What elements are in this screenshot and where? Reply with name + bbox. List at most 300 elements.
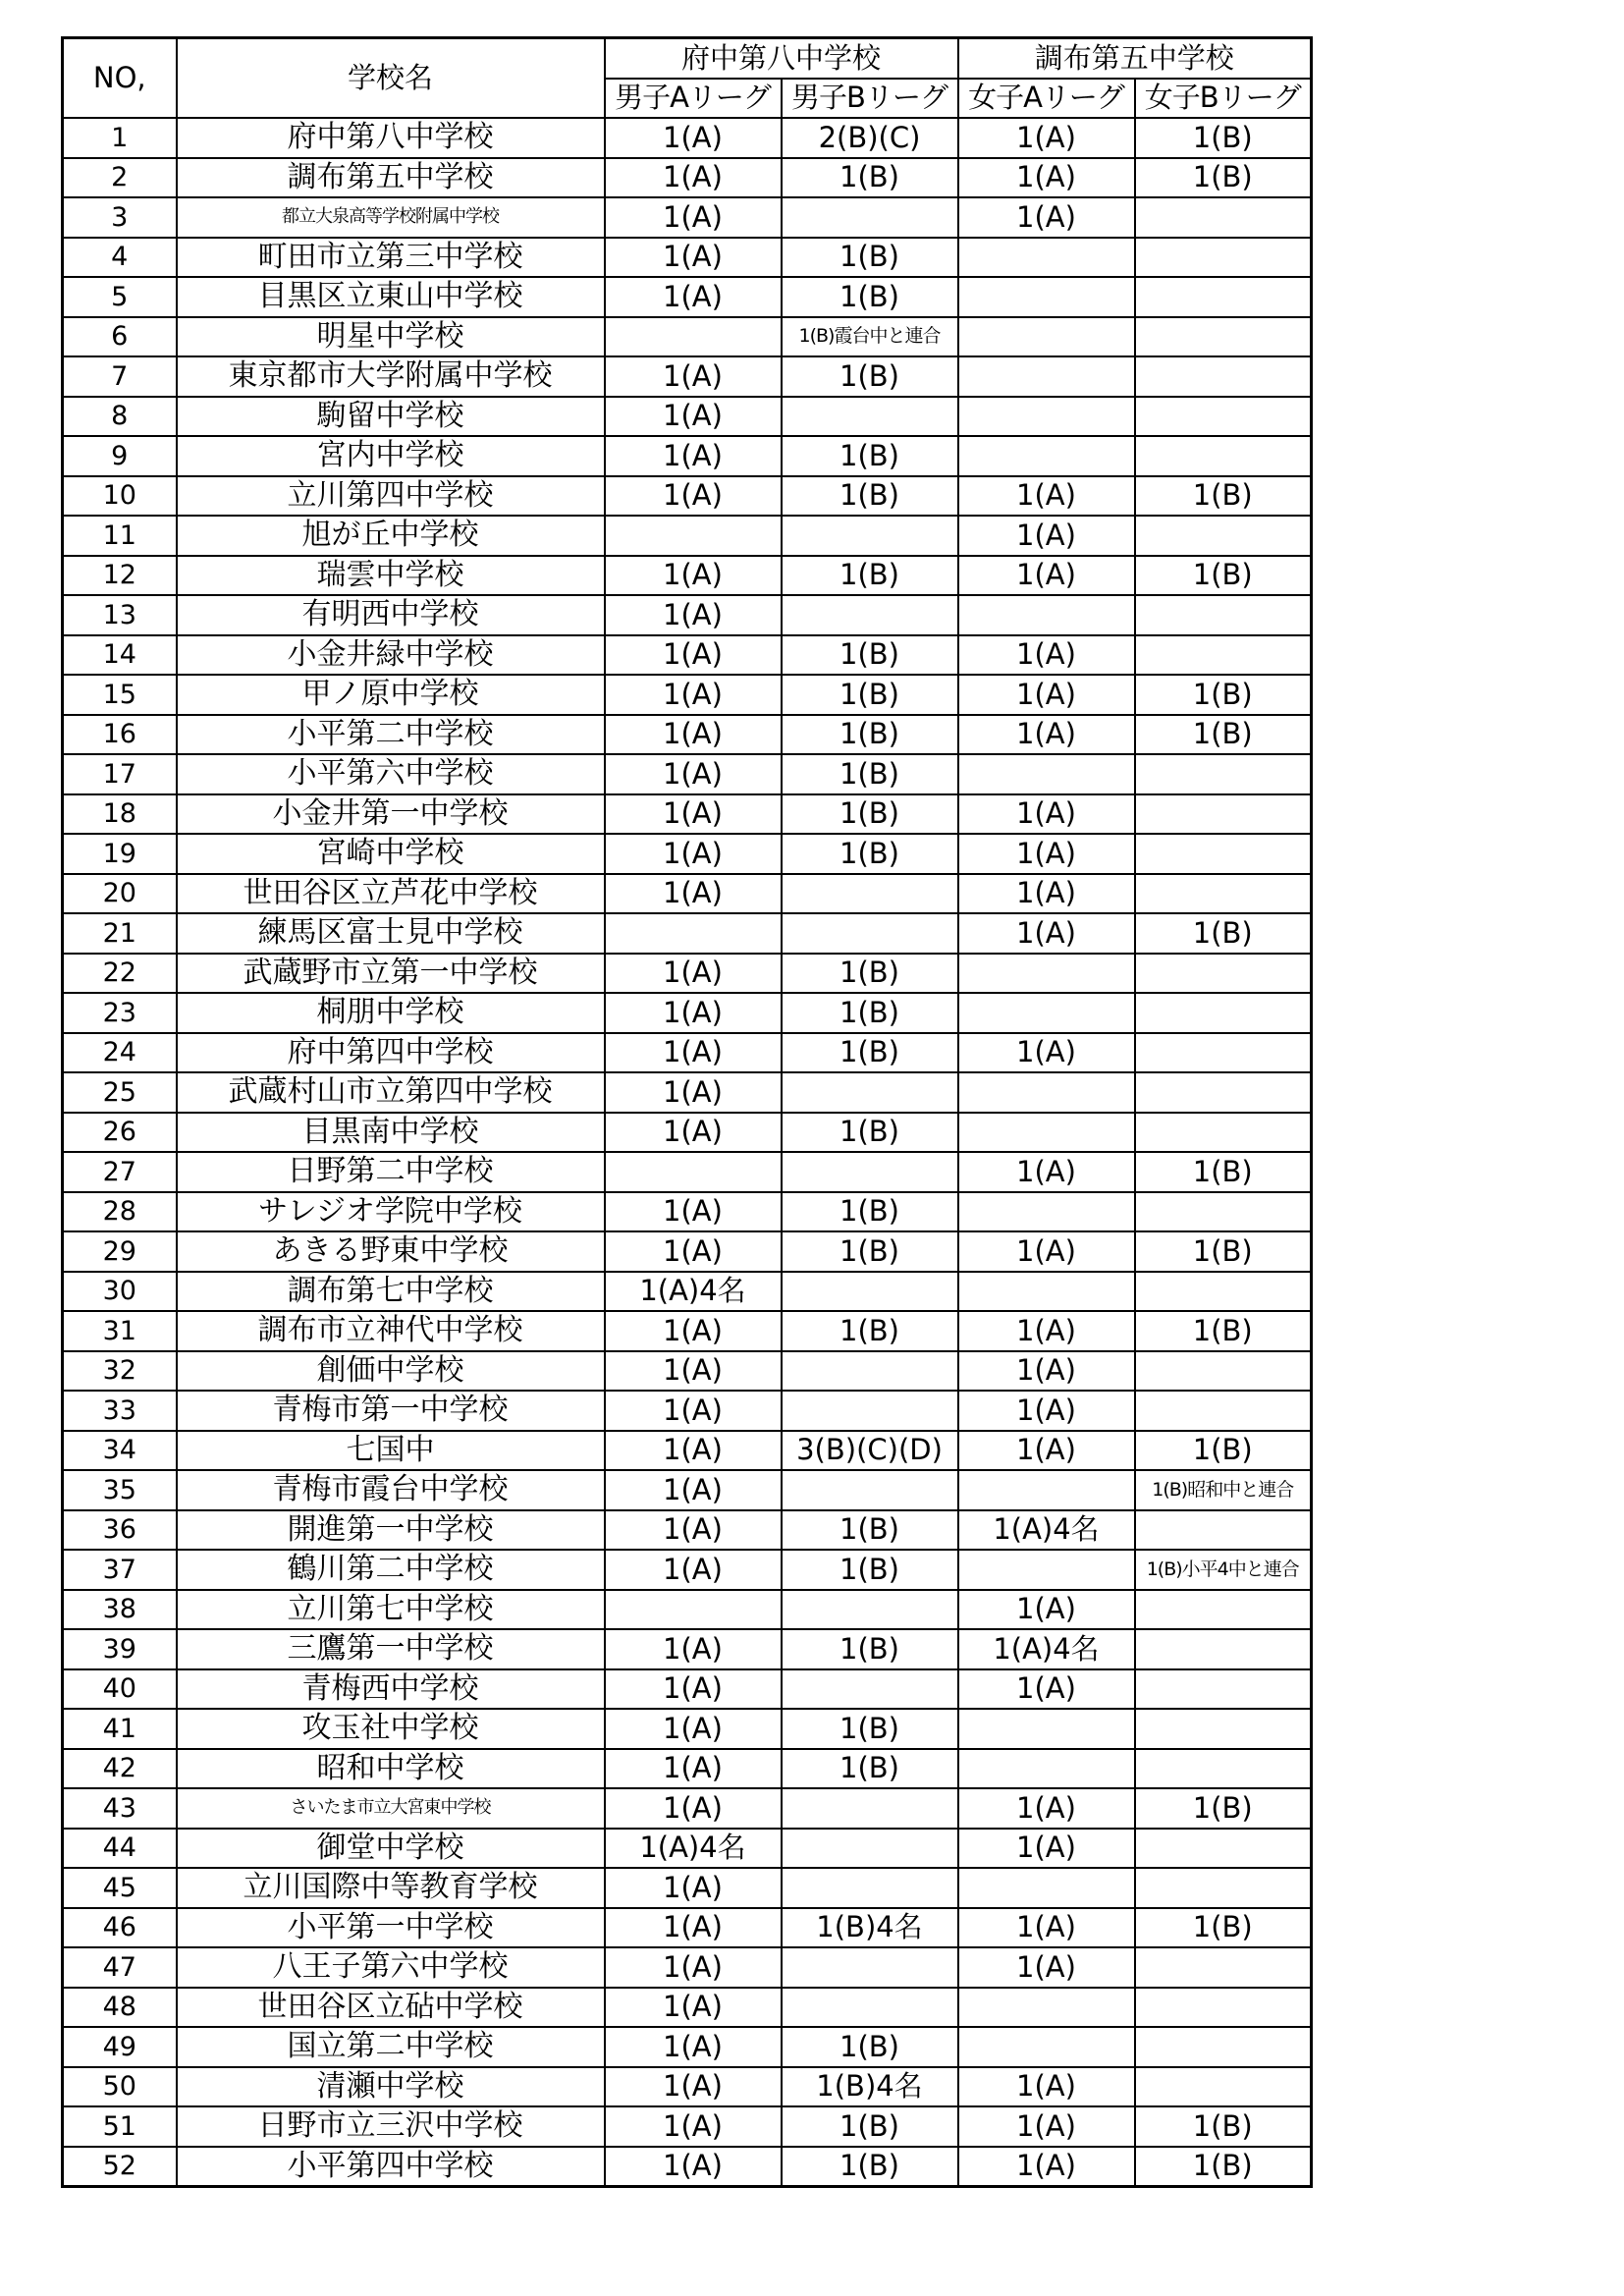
- cell-girls-a: 1(A): [958, 1829, 1135, 1869]
- cell-no: 49: [63, 2027, 177, 2067]
- cell-girls-a: [958, 436, 1135, 476]
- cell-no: 51: [63, 2106, 177, 2147]
- table-row: [63, 1072, 1312, 1113]
- cell-girls-b: [1135, 1113, 1312, 1153]
- cell-school-name: さいたま市立大宮東中学校: [177, 1788, 605, 1829]
- cell-school-name: 府中第八中学校: [177, 118, 605, 158]
- cell-no: 42: [63, 1749, 177, 1789]
- table-row: [63, 1152, 1312, 1192]
- cell-boys-b: [782, 913, 958, 954]
- cell-school-name: 宮内中学校: [177, 436, 605, 476]
- cell-boys-b: 3(B)(C)(D): [782, 1431, 958, 1471]
- cell-boys-a: 1(A): [605, 1470, 782, 1510]
- header-girls-b-league: 女子Bリーグ: [1135, 79, 1312, 119]
- cell-boys-b: 1(B): [782, 675, 958, 715]
- table-row: [63, 2067, 1312, 2107]
- cell-school-name: 目黒区立東山中学校: [177, 277, 605, 317]
- cell-girls-b: [1135, 1510, 1312, 1551]
- cell-boys-a: 1(A): [605, 1947, 782, 1988]
- cell-school-name: 国立第二中学校: [177, 2027, 605, 2067]
- header-school-name: 学校名: [177, 38, 605, 119]
- table-row: [63, 1431, 1312, 1471]
- cell-boys-b: 1(B): [782, 1113, 958, 1153]
- table-row: [63, 635, 1312, 676]
- cell-boys-a: 1(A): [605, 2067, 782, 2107]
- cell-no: 32: [63, 1351, 177, 1392]
- cell-girls-a: 1(A): [958, 635, 1135, 676]
- table-row: [63, 675, 1312, 715]
- cell-boys-a: 1(A): [605, 1709, 782, 1749]
- cell-boys-b: 1(B): [782, 2106, 958, 2147]
- cell-boys-b: 1(B): [782, 1510, 958, 1551]
- cell-school-name: 武蔵村山市立第四中学校: [177, 1072, 605, 1113]
- cell-girls-a: [958, 754, 1135, 794]
- cell-girls-a: [958, 1749, 1135, 1789]
- cell-no: 34: [63, 1431, 177, 1471]
- cell-girls-b: [1135, 356, 1312, 397]
- cell-school-name: 開進第一中学校: [177, 1510, 605, 1551]
- cell-boys-b: 1(B): [782, 1033, 958, 1073]
- cell-girls-b: [1135, 1192, 1312, 1232]
- cell-girls-b: 1(B)昭和中と連合: [1135, 1470, 1312, 1510]
- cell-boys-b: 1(B): [782, 794, 958, 835]
- cell-no: 41: [63, 1709, 177, 1749]
- cell-boys-b: [782, 1272, 958, 1312]
- cell-girls-b: [1135, 1947, 1312, 1988]
- table-row: [63, 1788, 1312, 1829]
- cell-no: 7: [63, 356, 177, 397]
- cell-girls-a: [958, 1072, 1135, 1113]
- cell-school-name: 東京都市大学附属中学校: [177, 356, 605, 397]
- cell-boys-b: 1(B): [782, 954, 958, 994]
- cell-girls-a: 1(A): [958, 158, 1135, 198]
- cell-no: 26: [63, 1113, 177, 1153]
- cell-school-name: 桐朋中学校: [177, 993, 605, 1033]
- cell-boys-a: 1(A): [605, 1391, 782, 1431]
- header-boys-b-league: 男子Bリーグ: [782, 79, 958, 119]
- cell-no: 4: [63, 238, 177, 278]
- cell-girls-a: [958, 1709, 1135, 1749]
- cell-no: 13: [63, 595, 177, 635]
- cell-girls-b: 1(B): [1135, 675, 1312, 715]
- cell-girls-a: 1(A): [958, 197, 1135, 238]
- cell-school-name: 府中第四中学校: [177, 1033, 605, 1073]
- cell-boys-a: 1(A): [605, 2106, 782, 2147]
- header-boys-a-league: 男子Aリーグ: [605, 79, 782, 119]
- table-row: [63, 356, 1312, 397]
- cell-girls-b: [1135, 1988, 1312, 2028]
- table-row: [63, 2106, 1312, 2147]
- cell-boys-b: [782, 1868, 958, 1908]
- cell-girls-a: [958, 1113, 1135, 1153]
- cell-boys-a: 1(A): [605, 118, 782, 158]
- cell-girls-a: [958, 993, 1135, 1033]
- cell-no: 33: [63, 1391, 177, 1431]
- cell-boys-a: 1(A): [605, 1431, 782, 1471]
- table-row: [63, 1749, 1312, 1789]
- cell-girls-a: 1(A): [958, 1033, 1135, 1073]
- cell-girls-b: [1135, 2067, 1312, 2107]
- table-row: [63, 1629, 1312, 1669]
- cell-boys-a: 1(A): [605, 1788, 782, 1829]
- cell-girls-b: 1(B): [1135, 1231, 1312, 1272]
- cell-boys-a: 1(A): [605, 197, 782, 238]
- cell-boys-b: [782, 1351, 958, 1392]
- cell-girls-b: [1135, 1709, 1312, 1749]
- cell-no: 24: [63, 1033, 177, 1073]
- table-row: [63, 993, 1312, 1033]
- cell-girls-a: 1(A): [958, 715, 1135, 755]
- cell-girls-a: [958, 238, 1135, 278]
- table-row: [63, 1908, 1312, 1948]
- cell-girls-b: [1135, 1629, 1312, 1669]
- cell-boys-a: 1(A): [605, 158, 782, 198]
- cell-boys-b: [782, 197, 958, 238]
- cell-school-name: 七国中: [177, 1431, 605, 1471]
- cell-boys-b: 1(B): [782, 715, 958, 755]
- cell-girls-b: [1135, 834, 1312, 874]
- table-row: [63, 397, 1312, 437]
- table-row: [63, 2147, 1312, 2187]
- cell-boys-b: [782, 1391, 958, 1431]
- participation-table: [61, 36, 1313, 2188]
- table-row: [63, 1113, 1312, 1153]
- cell-boys-b: 1(B): [782, 754, 958, 794]
- cell-girls-a: 1(A): [958, 2067, 1135, 2107]
- cell-no: 47: [63, 1947, 177, 1988]
- cell-boys-a: 1(A): [605, 436, 782, 476]
- cell-boys-b: 1(B): [782, 834, 958, 874]
- cell-girls-b: 1(B): [1135, 556, 1312, 596]
- cell-school-name: 攻玉社中学校: [177, 1709, 605, 1749]
- cell-girls-a: 1(A): [958, 1351, 1135, 1392]
- cell-no: 10: [63, 476, 177, 517]
- table-row: [63, 1988, 1312, 2028]
- cell-no: 25: [63, 1072, 177, 1113]
- cell-girls-a: 1(A): [958, 2106, 1135, 2147]
- cell-boys-a: [605, 1152, 782, 1192]
- cell-boys-b: 1(B)4名: [782, 1908, 958, 1948]
- cell-girls-b: 1(B): [1135, 913, 1312, 954]
- cell-no: 28: [63, 1192, 177, 1232]
- cell-girls-b: [1135, 317, 1312, 357]
- table-row: [63, 754, 1312, 794]
- cell-boys-a: 1(A): [605, 1908, 782, 1948]
- table-row: [63, 476, 1312, 517]
- table-row: [63, 197, 1312, 238]
- cell-boys-a: 1(A): [605, 1550, 782, 1590]
- cell-no: 45: [63, 1868, 177, 1908]
- table-row: [63, 715, 1312, 755]
- cell-boys-b: 1(B): [782, 2027, 958, 2067]
- cell-school-name: 世田谷区立芦花中学校: [177, 874, 605, 914]
- cell-boys-b: 1(B): [782, 1311, 958, 1351]
- cell-girls-b: [1135, 516, 1312, 556]
- table-row: [63, 556, 1312, 596]
- cell-boys-b: [782, 874, 958, 914]
- cell-girls-b: [1135, 1072, 1312, 1113]
- cell-no: 48: [63, 1988, 177, 2028]
- cell-no: 40: [63, 1669, 177, 1710]
- table-row: [63, 1829, 1312, 1869]
- cell-boys-a: 1(A): [605, 595, 782, 635]
- table-row: [63, 1669, 1312, 1710]
- cell-boys-b: [782, 1988, 958, 2028]
- cell-boys-b: [782, 1669, 958, 1710]
- cell-girls-b: [1135, 277, 1312, 317]
- cell-girls-b: [1135, 635, 1312, 676]
- cell-boys-a: 1(A): [605, 1351, 782, 1392]
- cell-boys-a: 1(A): [605, 1231, 782, 1272]
- cell-girls-b: [1135, 1272, 1312, 1312]
- cell-girls-b: [1135, 436, 1312, 476]
- cell-school-name: 練馬区富士見中学校: [177, 913, 605, 954]
- cell-school-name: 立川国際中等教育学校: [177, 1868, 605, 1908]
- cell-no: 50: [63, 2067, 177, 2107]
- cell-boys-b: [782, 1829, 958, 1869]
- cell-boys-b: [782, 595, 958, 635]
- cell-girls-b: [1135, 2027, 1312, 2067]
- cell-no: 16: [63, 715, 177, 755]
- cell-girls-b: [1135, 197, 1312, 238]
- cell-girls-a: [958, 1192, 1135, 1232]
- header-venue-chofu5: 調布第五中学校: [958, 38, 1312, 79]
- cell-no: 39: [63, 1629, 177, 1669]
- cell-girls-b: 1(B): [1135, 1908, 1312, 1948]
- cell-girls-b: [1135, 754, 1312, 794]
- cell-boys-a: 1(A): [605, 1749, 782, 1789]
- cell-no: 17: [63, 754, 177, 794]
- cell-boys-a: 1(A): [605, 397, 782, 437]
- cell-boys-a: 1(A): [605, 754, 782, 794]
- table-row: [63, 1351, 1312, 1392]
- cell-school-name: 創価中学校: [177, 1351, 605, 1392]
- cell-school-name: サレジオ学院中学校: [177, 1192, 605, 1232]
- cell-girls-a: 1(A): [958, 118, 1135, 158]
- cell-girls-a: 1(A): [958, 556, 1135, 596]
- cell-school-name: 御堂中学校: [177, 1829, 605, 1869]
- cell-girls-a: 1(A): [958, 913, 1135, 954]
- cell-girls-a: [958, 1868, 1135, 1908]
- cell-school-name: 八王子第六中学校: [177, 1947, 605, 1988]
- cell-girls-b: 1(B): [1135, 2147, 1312, 2187]
- cell-school-name: 旭が丘中学校: [177, 516, 605, 556]
- cell-school-name: 明星中学校: [177, 317, 605, 357]
- cell-school-name: 鶴川第二中学校: [177, 1550, 605, 1590]
- cell-boys-b: 1(B): [782, 1550, 958, 1590]
- cell-girls-a: 1(A)4名: [958, 1510, 1135, 1551]
- cell-school-name: 日野市立三沢中学校: [177, 2106, 605, 2147]
- cell-girls-b: 1(B): [1135, 715, 1312, 755]
- cell-boys-b: 2(B)(C): [782, 118, 958, 158]
- cell-girls-a: [958, 1550, 1135, 1590]
- cell-no: 31: [63, 1311, 177, 1351]
- cell-school-name: 甲ノ原中学校: [177, 675, 605, 715]
- cell-boys-a: 1(A): [605, 834, 782, 874]
- table-row: [63, 1709, 1312, 1749]
- cell-no: 38: [63, 1590, 177, 1630]
- cell-school-name: 目黒南中学校: [177, 1113, 605, 1153]
- table-row: [63, 2027, 1312, 2067]
- cell-girls-b: [1135, 1829, 1312, 1869]
- cell-boys-a: 1(A): [605, 954, 782, 994]
- cell-girls-a: 1(A): [958, 1431, 1135, 1471]
- cell-girls-a: 1(A): [958, 476, 1135, 517]
- cell-boys-b: 1(B): [782, 356, 958, 397]
- cell-boys-a: 1(A): [605, 993, 782, 1033]
- table-row: [63, 1391, 1312, 1431]
- cell-girls-b: 1(B): [1135, 476, 1312, 517]
- cell-no: 30: [63, 1272, 177, 1312]
- cell-boys-b: 1(B): [782, 1629, 958, 1669]
- cell-boys-a: 1(A): [605, 1669, 782, 1710]
- cell-boys-b: [782, 1470, 958, 1510]
- cell-school-name: 立川第七中学校: [177, 1590, 605, 1630]
- cell-school-name: 宮崎中学校: [177, 834, 605, 874]
- cell-school-name: 調布市立神代中学校: [177, 1311, 605, 1351]
- cell-school-name: 町田市立第三中学校: [177, 238, 605, 278]
- cell-boys-a: 1(A): [605, 1072, 782, 1113]
- cell-girls-b: [1135, 794, 1312, 835]
- cell-no: 43: [63, 1788, 177, 1829]
- cell-boys-a: [605, 1590, 782, 1630]
- cell-no: 1: [63, 118, 177, 158]
- cell-school-name: 調布第七中学校: [177, 1272, 605, 1312]
- cell-girls-a: [958, 1470, 1135, 1510]
- table-row: [63, 1868, 1312, 1908]
- cell-school-name: 立川第四中学校: [177, 476, 605, 517]
- cell-girls-a: [958, 397, 1135, 437]
- cell-school-name: 清瀬中学校: [177, 2067, 605, 2107]
- cell-no: 35: [63, 1470, 177, 1510]
- cell-girls-b: [1135, 954, 1312, 994]
- table-body: [63, 118, 1312, 2187]
- cell-boys-a: 1(A): [605, 1192, 782, 1232]
- table-row: [63, 1510, 1312, 1551]
- cell-boys-a: 1(A): [605, 1033, 782, 1073]
- cell-boys-a: 1(A): [605, 556, 782, 596]
- table-row: [63, 158, 1312, 198]
- cell-school-name: 三鷹第一中学校: [177, 1629, 605, 1669]
- table-row: [63, 238, 1312, 278]
- cell-school-name: 駒留中学校: [177, 397, 605, 437]
- cell-girls-b: 1(B): [1135, 2106, 1312, 2147]
- cell-boys-b: 1(B)霞台中と連合: [782, 317, 958, 357]
- cell-no: 27: [63, 1152, 177, 1192]
- cell-girls-a: 1(A): [958, 1152, 1135, 1192]
- cell-no: 37: [63, 1550, 177, 1590]
- table-row: [63, 1947, 1312, 1988]
- table-row: [63, 794, 1312, 835]
- cell-boys-b: 1(B): [782, 238, 958, 278]
- cell-girls-b: 1(B)小平4中と連合: [1135, 1550, 1312, 1590]
- cell-girls-a: 1(A): [958, 1788, 1135, 1829]
- cell-no: 21: [63, 913, 177, 954]
- cell-boys-a: 1(A): [605, 2027, 782, 2067]
- cell-girls-a: [958, 954, 1135, 994]
- cell-boys-a: 1(A): [605, 635, 782, 676]
- cell-boys-a: 1(A)4名: [605, 1272, 782, 1312]
- cell-boys-b: 1(B): [782, 277, 958, 317]
- cell-girls-b: 1(B): [1135, 158, 1312, 198]
- cell-no: 46: [63, 1908, 177, 1948]
- cell-girls-a: 1(A): [958, 2147, 1135, 2187]
- cell-boys-a: 1(A): [605, 675, 782, 715]
- cell-boys-b: 1(B): [782, 556, 958, 596]
- cell-girls-b: [1135, 874, 1312, 914]
- cell-no: 11: [63, 516, 177, 556]
- cell-no: 29: [63, 1231, 177, 1272]
- table-row: [63, 1590, 1312, 1630]
- cell-boys-b: [782, 1788, 958, 1829]
- cell-boys-a: 1(A): [605, 277, 782, 317]
- table-row: [63, 317, 1312, 357]
- cell-no: 52: [63, 2147, 177, 2187]
- cell-school-name: 小平第四中学校: [177, 2147, 605, 2187]
- cell-girls-b: [1135, 1590, 1312, 1630]
- cell-boys-a: 1(A): [605, 476, 782, 517]
- cell-school-name: 武蔵野市立第一中学校: [177, 954, 605, 994]
- cell-no: 3: [63, 197, 177, 238]
- cell-girls-a: 1(A): [958, 516, 1135, 556]
- cell-boys-b: 1(B): [782, 1709, 958, 1749]
- cell-boys-b: 1(B): [782, 1749, 958, 1789]
- cell-school-name: あきる野東中学校: [177, 1231, 605, 1272]
- cell-boys-a: 1(A): [605, 715, 782, 755]
- cell-boys-a: [605, 317, 782, 357]
- cell-girls-a: 1(A)4名: [958, 1629, 1135, 1669]
- cell-girls-a: 1(A): [958, 1590, 1135, 1630]
- cell-school-name: 小金井第一中学校: [177, 794, 605, 835]
- cell-boys-a: 1(A): [605, 356, 782, 397]
- table-row: [63, 595, 1312, 635]
- cell-no: 2: [63, 158, 177, 198]
- cell-no: 14: [63, 635, 177, 676]
- cell-school-name: 瑞雲中学校: [177, 556, 605, 596]
- cell-boys-b: 1(B): [782, 993, 958, 1033]
- cell-girls-a: 1(A): [958, 1908, 1135, 1948]
- cell-boys-b: [782, 1152, 958, 1192]
- cell-girls-b: 1(B): [1135, 1431, 1312, 1471]
- cell-girls-a: 1(A): [958, 1311, 1135, 1351]
- cell-no: 9: [63, 436, 177, 476]
- cell-no: 36: [63, 1510, 177, 1551]
- cell-school-name: 小平第二中学校: [177, 715, 605, 755]
- cell-girls-b: [1135, 1749, 1312, 1789]
- cell-no: 5: [63, 277, 177, 317]
- cell-boys-a: 1(A): [605, 1629, 782, 1669]
- table-row: [63, 1192, 1312, 1232]
- cell-girls-b: [1135, 993, 1312, 1033]
- cell-girls-a: [958, 2027, 1135, 2067]
- cell-school-name: 小金井緑中学校: [177, 635, 605, 676]
- cell-school-name: 日野第二中学校: [177, 1152, 605, 1192]
- cell-girls-a: [958, 317, 1135, 357]
- cell-boys-a: 1(A): [605, 1113, 782, 1153]
- cell-no: 19: [63, 834, 177, 874]
- cell-girls-a: [958, 595, 1135, 635]
- table-row: [63, 1033, 1312, 1073]
- cell-girls-a: [958, 1272, 1135, 1312]
- cell-boys-b: [782, 1590, 958, 1630]
- cell-school-name: 青梅市霞台中学校: [177, 1470, 605, 1510]
- cell-no: 8: [63, 397, 177, 437]
- cell-boys-a: 1(A)4名: [605, 1829, 782, 1869]
- table-row: [63, 1470, 1312, 1510]
- cell-no: 12: [63, 556, 177, 596]
- cell-school-name: 青梅市第一中学校: [177, 1391, 605, 1431]
- cell-boys-a: 1(A): [605, 1311, 782, 1351]
